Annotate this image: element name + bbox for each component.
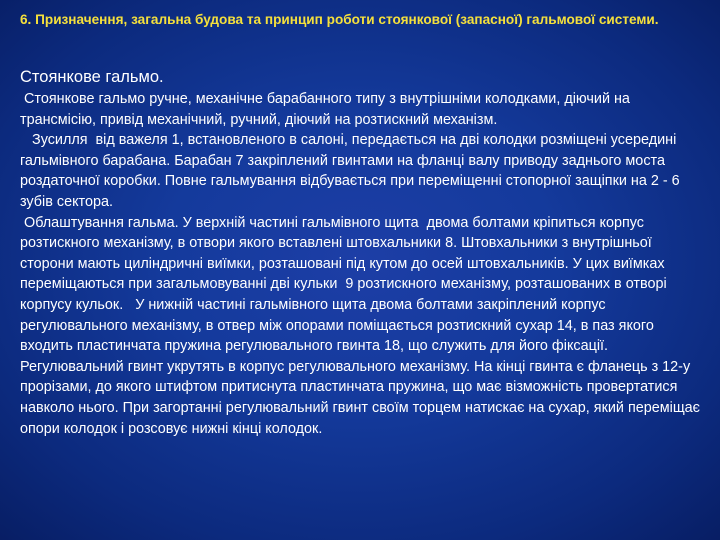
section-heading: Стоянкове гальмо. [20, 68, 164, 86]
paragraph-brake-construction: Облаштування гальма. У верхній частині гальмівного щита двома болтами кріпиться корпус розтискного механізму, в отвори якого вставлені штовхальники 8. Штовхальники з внутрішньої сторони мають циліндричні виїмки, розташовані під кутом до осей штовхальників. У цих виїмках переміщаються при загальмовуванні дві кульки 9 розтискного механізму, розташованих в отворі корпусу кульок. У нижній частині гальмівного щита двома болтами закріплений корпус регулювального механізму, в отвер між опорами поміщається розтискний сухар 14, в паз якого входить пластинчата пружина регулювального гвинта 18, що служить для його фіксації. Регулювальний гвинт укрутять в корпус регулювального механізму. На кінці гвинта є фланець з 12-у прорізами, до якого штифтом притиснута пластинчата пружина, що має візможність провертатися навколо нього. При загортанні регулювальний гвинт своїм торцем натискає на сухар, який переміщає опори колодок і розсовує нижні кінці колодок. [20, 214, 705, 437]
slide-body [20, 66, 705, 439]
paragraph-brake-type: Стоянкове гальмо ручне, механічне барабанного типу з внутрішніми колодками, діючий на трансмісію, привід механічний, ручний, діючий на розтискний механізм. [20, 91, 634, 128]
slide-title: 6. Призначення, загальна будова та принцип роботи стоянкової (запасної) гальмової системи. [20, 12, 659, 27]
paragraph-force-transmission: Зусилля від важеля 1, встановленого в салоні, передається на дві колодки розміщені усередині гальмівного барабана. Барабан 7 закріплений гвинтами на фланці валу приводу заднього моста роздаточної коробки. Повне гальмування відбувається при переміщенні стопорної защіпки на 2 - 6 зубів сектора. [20, 132, 684, 210]
